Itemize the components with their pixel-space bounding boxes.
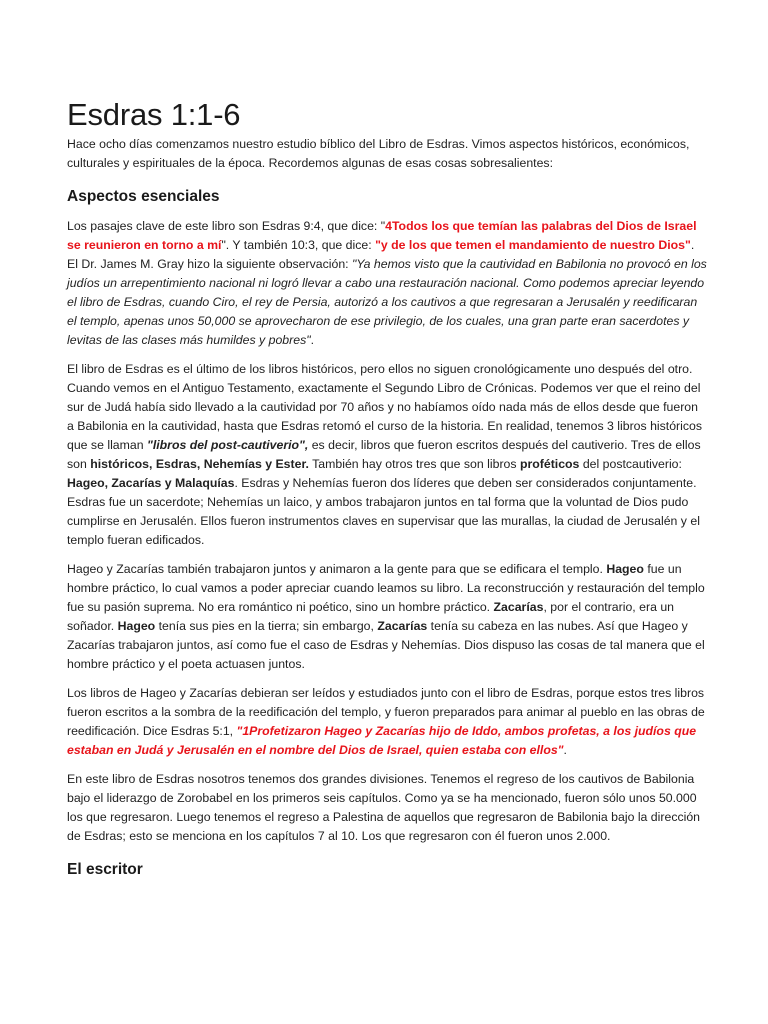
text-run: . El Dr. James M. Gray hizo la siguiente observación:: [67, 238, 695, 271]
text-run: .: [310, 333, 314, 347]
text-run: ". Y también 10:3, que dice:: [221, 238, 376, 252]
intro-paragraph: [67, 135, 707, 173]
paragraph-pasajes-clave: [67, 217, 707, 350]
text-run: También hay otros tres que son libros: [308, 457, 520, 471]
emphasis-hageo: Hageo: [117, 619, 156, 633]
text-run: . Esdras y Nehemías fueron dos líderes que deben ser considerados conjuntamente. Esdras fue un sacerdote; Nehemías un laico, y ambos trabajaron juntos en tal forma que la voluntad de Dios pudo cumplirse en Jerusalén. Ellos fueron instrumentos claves en supervisar que las murallas, la ciudad de Jerusalén y el templo fueran edificados.: [67, 476, 700, 547]
quote-james-gray: "Ya hemos visto que la cautividad en Babilonia no provocó en los judíos un arrepentimiento nacional ni logró llevar a cabo una restauración nacional. Como podemos apreciar leyendo el libro de Esdras, cuando Ciro, el rey de Persia, autorizó a los cautivos a que regresaran a Jerusalén y reedificaran el templo, apenas unos 50,000 se aprovecharon de ese privilegio, de los cuales, una gran parte eran sacerdotes y levitas de las clases más humildes y pobres": [67, 257, 707, 347]
section-heading-escritor: El escritor: [67, 861, 143, 878]
emphasis-profeticos: proféticos: [519, 457, 580, 471]
section-heading-aspectos: Aspectos esenciales: [67, 188, 220, 205]
emphasis-hageo: Hageo: [606, 562, 644, 576]
intro-text: Hace ocho días comenzamos nuestro estudio bíblico del Libro de Esdras. Vimos aspectos históricos, económicos, culturales y espirituales de la época. Recordemos algunas de esas cosas sobresalientes:: [67, 137, 690, 170]
text-run: del postcautiverio:: [579, 457, 682, 471]
text-run: tenía sus pies en la tierra; sin embargo,: [155, 619, 378, 633]
text-run: Los libros de Hageo y Zacarías debieran ser leídos y estudiados junto con el libro de Esdras, porque estos tres libros fueron escritos a la sombra de la reedificación del templo, y fueron preparados para animar al pueblo en las obras de reedificación. Dice Esdras 5:1,: [67, 686, 705, 738]
emphasis-zacarias: Zacarías: [377, 619, 428, 633]
paragraph-libros-historicos: [67, 360, 707, 550]
text-run: Los pasajes clave de este libro son Esdras 9:4, que dice: ": [67, 219, 386, 233]
text-run: El libro de Esdras es el último de los libros históricos, pero ellos no siguen cronológicamente uno después del otro. Cuando vemos en el Antiguo Testamento, exactamente el Segundo Libro de Crónicas. Podemos ver que el reino del sur de Judá había sido llevado a la cautividad por 70 años y no habíamos oído nada más de ellos desde que fueron a Babilonia en la cautividad, hasta que Esdras retomó el curso de la historia. En realidad, tenemos 3 libros históricos que se llaman: [67, 362, 703, 452]
emphasis-historicos: históricos, Esdras, Nehemías y Ester.: [90, 457, 309, 471]
text-run: , por el contrario, era un soñador.: [67, 600, 675, 633]
emphasis-post-cautiverio: "libros del post-cautiverio",: [146, 438, 309, 452]
quote-esdras-9-4: 4Todos los que temían las palabras del Dios de Israel se reunieron en torno a mí: [67, 219, 697, 252]
paragraph-hageo-zacarias: [67, 560, 707, 674]
page-title: Esdras 1:1-6: [67, 97, 241, 132]
text-run: En este libro de Esdras nosotros tenemos dos grandes divisiones. Tenemos el regreso de los cautivos de Babilonia bajo el liderazgo de Zorobabel en los primeros seis capítulos. Como ya se ha mencionado, fueron sólo unos 50.000 los que regresaron. Luego tenemos el regreso a Palestina de aquellos que regresaron de Babilonia bajo la dirección de Esdras; esto se menciona en los capítulos 7 al 10. Los que regresaron con él fueron unos 2.000.: [67, 772, 701, 843]
emphasis-zacarias: Zacarías: [493, 600, 544, 614]
quote-esdras-5-1: "1Profetizaron Hageo y Zacarías hijo de Iddo, ambos profetas, a los judíos que estaban en Judá y Jerusalén en el nombre del Dios de Israel, quien estaba con ellos": [67, 724, 697, 757]
paragraph-divisiones: [67, 770, 707, 846]
document-content: [67, 96, 707, 880]
text-run: fue un hombre práctico, lo cual vamos a poder apreciar cuando leamos su libro. La reconstrucción y restauración del templo fue su pasión suprema. No era romántico ni poético, sino un hombre práctico.: [67, 562, 705, 614]
text-run: Hageo y Zacarías también trabajaron juntos y animaron a la gente para que se edificara el templo.: [67, 562, 607, 576]
text-run: es decir, libros que fueron escritos después del cautiverio. Tres de ellos son: [67, 438, 701, 471]
quote-esdras-10-3: "y de los que temen el mandamiento de nuestro Dios": [375, 238, 691, 252]
paragraph-libros-hageo: [67, 684, 707, 760]
text-run: .: [563, 743, 567, 757]
text-run: tenía su cabeza en las nubes. Así que Hageo y Zacarías trabajaron juntos, así como fue el caso de Esdras y Nehemías. Dios dispuso las cosas de tal manera que el hombre práctico y el poeta actuasen juntos.: [67, 619, 705, 671]
emphasis-profetas: Hageo, Zacarías y Malaquías: [67, 476, 235, 490]
